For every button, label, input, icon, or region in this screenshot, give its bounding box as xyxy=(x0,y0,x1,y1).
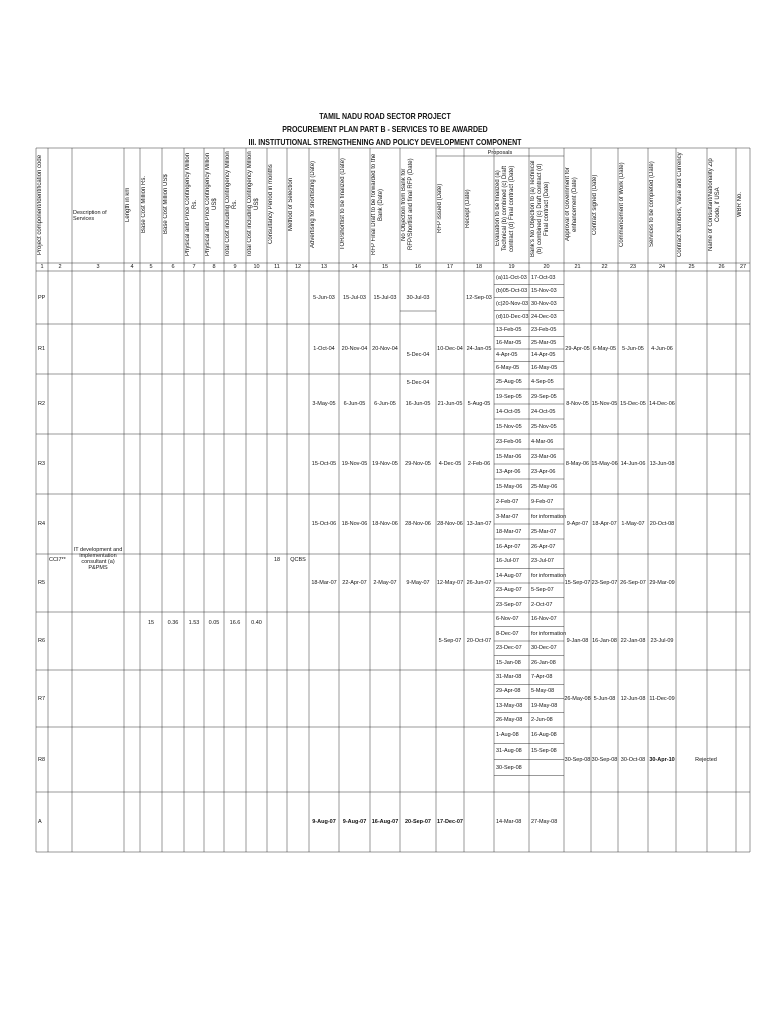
cell-c17: 10-Dec-04 xyxy=(437,346,463,352)
cell-c19: 31-Aug-08 xyxy=(496,748,522,755)
cell-c20: 25-Mar-07 xyxy=(531,528,557,535)
cell-c24: 23-Jul-09 xyxy=(650,638,674,644)
doc-title-1: TAMIL NADU ROAD SECTOR PROJECT xyxy=(319,113,451,122)
doc-title-3: III. INSTITUTIONAL STRENGTHENING AND POLICY DEVELOPMENT COMPONENT xyxy=(248,139,522,148)
column-number: 1 xyxy=(40,264,44,270)
header-h7: Physical and Price Contingency Million Rs. xyxy=(185,152,198,257)
cell-c15: 19-Nov-05 xyxy=(372,461,398,467)
cell-c19: 23-Aug-07 xyxy=(496,587,522,594)
cell-c16: 30-Jul-03 xyxy=(406,294,430,301)
header-h20: Bank's No Objection to (a) Technical (b) combined (c) Draft contract (d) Final contract (Date) xyxy=(530,160,550,257)
cell-c24: 14-Dec-06 xyxy=(649,401,675,407)
header-h21: Approval of Government for enhancement (Date) xyxy=(565,167,578,242)
column-number: 16 xyxy=(414,264,422,270)
cell-c15: 15-Jul-03 xyxy=(373,294,397,301)
cell-c18: 13-Jan-07 xyxy=(466,521,492,527)
column-number: 19 xyxy=(508,264,515,270)
project-method: QCBS xyxy=(290,557,306,563)
column-number: 18 xyxy=(475,264,483,270)
cell-c19: 1-Aug-08 xyxy=(496,732,519,739)
cell-c20: 16-Aug-08 xyxy=(531,732,557,739)
cell-c19: 14-Aug-07 xyxy=(496,572,522,579)
cell-c18: 26-Jun-07 xyxy=(466,580,492,586)
column-number: 24 xyxy=(658,264,666,270)
cell-c15: 18-Nov-06 xyxy=(372,521,398,527)
cell-c20: 19-May-08 xyxy=(531,702,558,709)
column-number: 23 xyxy=(629,264,637,270)
cell-c20: 24-Oct-05 xyxy=(531,408,556,415)
column-number: 2 xyxy=(58,264,62,270)
row-label: A xyxy=(38,819,42,825)
cell-c19: 23-Sep-07 xyxy=(496,601,522,608)
cell-c24: 4-Jun-06 xyxy=(651,346,673,352)
cell-c19: 6-May-05 xyxy=(496,364,520,371)
cell-c14: 20-Nov-04 xyxy=(341,346,368,352)
column-number: 26 xyxy=(718,264,725,270)
cell-c24: 30-Apr-10 xyxy=(649,756,675,763)
cell-c22: 15-May-06 xyxy=(591,461,618,467)
header-h10: Total Cost including Contingency Million US$ xyxy=(247,151,260,258)
header-h24: Services to be completed (Date) xyxy=(649,161,655,248)
header-h25: Contract Numbers, Value and Currency xyxy=(677,152,683,257)
cell-c20: 23-Jul-07 xyxy=(531,558,554,565)
cell-c23: 5-Jun-05 xyxy=(622,346,644,352)
column-number: 27 xyxy=(739,264,747,270)
project-cont-usd: 0.05 xyxy=(208,620,220,626)
column-number: 20 xyxy=(543,264,550,270)
cell-c24: 29-Mar-09 xyxy=(649,580,675,586)
cell-c21: 9-Apr-07 xyxy=(566,521,589,527)
cell-c20: for information xyxy=(531,572,567,579)
cell-c20: 25-Nov-05 xyxy=(531,423,557,430)
row-label: R4 xyxy=(38,521,46,527)
cell-c17: 5-Sep-07 xyxy=(438,638,462,644)
cell-c19: 2-Feb-07 xyxy=(496,498,519,505)
cell-c19: 14-Mar-08 xyxy=(496,819,522,825)
cell-c14: 18-Nov-06 xyxy=(341,521,368,527)
cell-c20: 27-May-08 xyxy=(531,819,558,825)
cell-c20: 23-Apr-06 xyxy=(531,468,556,475)
doc-title-2: PROCUREMENT PLAN PART B - SERVICES TO BE AWARDED xyxy=(282,126,488,135)
column-number: 8 xyxy=(212,264,216,270)
header-h14: TOR/shortlist to be finalized (Date) xyxy=(340,158,346,251)
header-h1: Project component/Identification code xyxy=(37,154,43,255)
cell-c20: 24-Dec-03 xyxy=(531,314,557,321)
cell-c23: 30-Oct-08 xyxy=(620,756,646,763)
cell-c13: 9-Aug-07 xyxy=(312,819,336,825)
column-number: 12 xyxy=(294,264,302,270)
cell-c14: 9-Aug-07 xyxy=(342,819,367,825)
cell-c23: 26-Sep-07 xyxy=(620,580,646,586)
column-number: 7 xyxy=(192,264,196,270)
cell-c23: 14-Jun-06 xyxy=(620,461,646,467)
column-number: 9 xyxy=(233,264,237,270)
cell-c19: 13-Feb-05 xyxy=(496,327,522,334)
cell-c20: 16-May-05 xyxy=(531,364,558,371)
cell-c24: 20-Oct-08 xyxy=(649,521,675,527)
cell-c18: 5-Aug-05 xyxy=(467,401,491,407)
cell-c21: 15-Sep-07 xyxy=(564,580,591,586)
cell-c20: 15-Sep-08 xyxy=(531,748,557,755)
cell-c19: 6-Nov-07 xyxy=(496,616,519,623)
cell-c16: 20-Sep-07 xyxy=(405,819,431,825)
project-description: IT development and implementation consultant (a) P&PMS xyxy=(73,547,123,571)
row-label: R8 xyxy=(38,756,46,763)
cell-c19: 29-Apr-08 xyxy=(496,688,521,695)
cell-c19: 4-Apr-05 xyxy=(496,352,518,359)
column-number: 6 xyxy=(171,264,175,270)
cell-c21: 9-Jan-08 xyxy=(566,638,589,644)
cell-c17: 4-Dec-05 xyxy=(438,461,462,467)
cell-c20: 4-Sep-05 xyxy=(531,378,554,385)
column-number: 22 xyxy=(601,264,608,270)
cell-c20: 17-Oct-03 xyxy=(531,274,556,281)
header-h22: Contract signed (Date) xyxy=(592,174,598,235)
cell-c13: 1-Oct-04 xyxy=(313,346,335,352)
cell-c16: 9-May-07 xyxy=(406,580,430,586)
cell-c18: 2-Feb-06 xyxy=(467,461,491,467)
cell-c20: 5-Sep-07 xyxy=(531,587,554,594)
cell-c19: 26-May-08 xyxy=(496,716,523,723)
column-number: 14 xyxy=(351,264,358,270)
cell-c22: 18-Apr-07 xyxy=(592,521,617,527)
cell-c20: for information xyxy=(531,630,567,637)
cell-c19: 18-Mar-07 xyxy=(496,528,522,535)
cell-c19: 3-Mar-07 xyxy=(496,513,519,520)
row-label: R7 xyxy=(38,695,46,702)
cell-c19: (b)05-Oct-03 xyxy=(496,287,528,294)
column-number: 5 xyxy=(149,264,153,270)
project-total-rs: 16.6 xyxy=(229,620,241,626)
cell-c22: 15-Nov-05 xyxy=(591,401,618,407)
cell-c19: 23-Dec-07 xyxy=(496,645,522,652)
header-h27: WBR No. xyxy=(737,192,743,218)
cell-c22: 23-Sep-07 xyxy=(591,580,618,586)
header-h13: Advertising for shortlisting (Date) xyxy=(310,160,316,249)
cell-c15: 6-Jun-05 xyxy=(374,401,396,407)
header-h23: Commencement of Work (Date) xyxy=(619,162,625,247)
cell-c20: 7-Apr-08 xyxy=(531,674,553,681)
cell-c19: 15-May-06 xyxy=(496,483,523,490)
header-h12: Method of Selection xyxy=(288,177,294,232)
cell-c20: 25-Mar-05 xyxy=(531,339,557,346)
cell-c19: 31-Mar-08 xyxy=(496,674,522,681)
cell-c20: 16-Nov-07 xyxy=(531,616,557,623)
cell-c21: 26-May-08 xyxy=(564,695,591,702)
cell-c25: Rejected xyxy=(695,756,717,763)
header-h4: Length in km xyxy=(125,187,131,222)
header-h17: RFP issued (Date) xyxy=(437,183,443,234)
row-label: R1 xyxy=(38,346,46,352)
column-number: 4 xyxy=(130,264,134,270)
cell-c20: 4-Mar-06 xyxy=(531,438,554,445)
cell-c19: 15-Jan-08 xyxy=(496,659,521,666)
cell-c21: 8-Nov-05 xyxy=(566,401,589,407)
cell-c19: 16-Apr-07 xyxy=(496,543,521,550)
cell-c13: 5-Jun-03 xyxy=(313,294,335,301)
column-number: 21 xyxy=(574,264,581,270)
cell-c16: 16-Jun-05 xyxy=(405,401,431,407)
cell-c19: 19-Sep-05 xyxy=(496,393,522,400)
cell-c14: 19-Nov-05 xyxy=(341,461,368,467)
cell-c18: 12-Sep-03 xyxy=(466,294,492,301)
cell-c19: 23-Feb-06 xyxy=(496,438,522,445)
row-label: R2 xyxy=(38,401,46,407)
cell-c14: 22-Apr-07 xyxy=(342,580,367,586)
project-cont-rs: 1.53 xyxy=(188,620,200,626)
cell-c19: 30-Sep-08 xyxy=(496,764,522,771)
header-h26: Name of Consultant/Nationality Zip Code, if USA xyxy=(708,158,721,251)
cell-c20: 26-Apr-07 xyxy=(531,543,556,550)
cell-c24: 11-Dec-09 xyxy=(649,695,675,702)
header-h11: Consultancy Period in months xyxy=(268,164,274,245)
cell-c22: 30-Sep-08 xyxy=(591,756,618,763)
header-proposals: Proposals xyxy=(487,149,513,156)
cell-c19: 8-Dec-07 xyxy=(496,630,519,637)
cell-c19: 14-Oct-05 xyxy=(496,408,521,415)
column-number: 15 xyxy=(381,264,389,270)
cell-c23: 1-May-07 xyxy=(621,521,645,527)
project-base-usd: 0.36 xyxy=(167,620,179,626)
column-number: 3 xyxy=(96,264,100,270)
cell-c20: 26-Jan-08 xyxy=(531,659,556,666)
cell-c23: 22-Jan-08 xyxy=(620,638,646,644)
cell-c23: 12-Jun-08 xyxy=(620,695,646,702)
cell-c20: 5-May-08 xyxy=(531,688,555,695)
cell-c17: 12-May-07 xyxy=(436,580,464,586)
cell-c21: 29-Apr-05 xyxy=(565,346,590,352)
column-number: 10 xyxy=(253,264,260,270)
cell-c13: 15-Oct-05 xyxy=(311,461,337,467)
cell-c13: 15-Oct-06 xyxy=(311,521,337,527)
header-h5: Base Cost Million Rs. xyxy=(141,175,147,234)
cell-c19: 15-Nov-05 xyxy=(496,423,522,430)
cell-c16b: 5-Dec-04 xyxy=(406,380,430,386)
cell-c19: (c)20-Nov-03 xyxy=(496,301,529,308)
column-number: 25 xyxy=(688,264,695,270)
cell-c19: 15-Mar-06 xyxy=(496,453,522,460)
project-total-usd: 0.40 xyxy=(251,620,262,626)
cell-c17: 21-Jun-05 xyxy=(437,401,463,407)
cell-c16: 28-Nov-06 xyxy=(405,521,431,527)
cell-c22: 16-Jan-08 xyxy=(592,638,617,644)
cell-c21: 30-Sep-08 xyxy=(564,756,591,763)
cell-c18: 24-Jan-05 xyxy=(466,346,492,352)
cell-c20: 15-Nov-03 xyxy=(531,287,557,294)
cell-c18: 20-Oct-07 xyxy=(466,638,492,644)
cell-c22: 6-May-05 xyxy=(592,346,617,352)
cell-c17: 28-Nov-06 xyxy=(437,521,463,527)
header-h18: Receipt (Date) xyxy=(465,189,471,228)
cell-c20: for information xyxy=(531,513,567,520)
cell-c21: 8-May-06 xyxy=(565,461,590,467)
cell-c19: 13-Apr-06 xyxy=(496,468,521,475)
cell-c20: 23-Feb-05 xyxy=(531,327,557,334)
cell-c16: 29-Nov-05 xyxy=(405,461,431,467)
cell-c20: 29-Sep-05 xyxy=(531,393,557,400)
cell-c13: 3-May-05 xyxy=(312,401,336,407)
cell-c20: 2-Jun-08 xyxy=(531,716,553,723)
column-number: 17 xyxy=(446,264,454,270)
cell-c24: 13-Jun-08 xyxy=(649,461,675,467)
cell-c14: 6-Jun-05 xyxy=(343,401,366,407)
cell-c23: 15-Dec-05 xyxy=(620,401,646,407)
column-number: 11 xyxy=(274,264,280,270)
cell-c20: 25-May-06 xyxy=(531,483,558,490)
cell-c20: 14-Apr-05 xyxy=(531,352,556,359)
column-number: 13 xyxy=(320,264,328,270)
cell-c17: 17-Dec-07 xyxy=(437,819,463,825)
cell-c20: 2-Oct-07 xyxy=(531,601,553,608)
row-label: R5 xyxy=(38,580,46,586)
header-h3: Description of Services xyxy=(73,210,107,222)
project-code: CCI7** xyxy=(49,557,66,563)
cell-c20: 30-Nov-03 xyxy=(531,301,557,308)
header-h16: No Objection from Bank for RFP/Shortlist and final RFP (Date) xyxy=(401,158,414,251)
cell-c19: 16-Mar-05 xyxy=(496,339,522,346)
cell-c19: 25-Aug-05 xyxy=(496,378,522,385)
project-base-rs: 15 xyxy=(147,620,155,626)
header-h6: Base Cost Million US$ xyxy=(163,174,169,235)
row-label: R6 xyxy=(38,638,46,644)
row-label: PP xyxy=(38,294,46,301)
cell-c19: 16-Jul-07 xyxy=(496,558,519,565)
cell-c20: 30-Dec-07 xyxy=(531,645,557,652)
header-h8: Physical and Price Contingency Million US$ xyxy=(205,152,218,257)
header-h19: Evaluation to be finalized (a) Technical (b) combined (c) Draft contract (d) Final contract (Date) xyxy=(495,165,515,252)
cell-c15: 20-Nov-04 xyxy=(372,346,398,352)
cell-c14: 15-Jul-03 xyxy=(343,294,366,301)
header-h9: Total Cost including Contingency Million Rs. xyxy=(225,151,238,258)
cell-c16a: 5-Dec-04 xyxy=(406,352,430,358)
cell-c20: 9-Feb-07 xyxy=(531,498,554,505)
row-label: R3 xyxy=(38,461,46,467)
cell-c22: 5-Jun-08 xyxy=(593,695,616,702)
cell-c20: 23-Mar-06 xyxy=(531,453,557,460)
cell-c15: 2-May-07 xyxy=(373,580,397,586)
header-h15: RFP Final Draft to be forwarded to the Bank (Date) xyxy=(371,153,384,256)
cell-c19: 13-May-08 xyxy=(496,702,523,709)
cell-c19: (d)10-Dec-03 xyxy=(496,314,529,321)
cell-c15: 16-Aug-07 xyxy=(371,819,399,825)
cell-c13: 18-Mar-07 xyxy=(311,580,337,586)
cell-c19: (a)11-Oct-03 xyxy=(496,274,527,281)
project-period: 18 xyxy=(273,557,281,563)
